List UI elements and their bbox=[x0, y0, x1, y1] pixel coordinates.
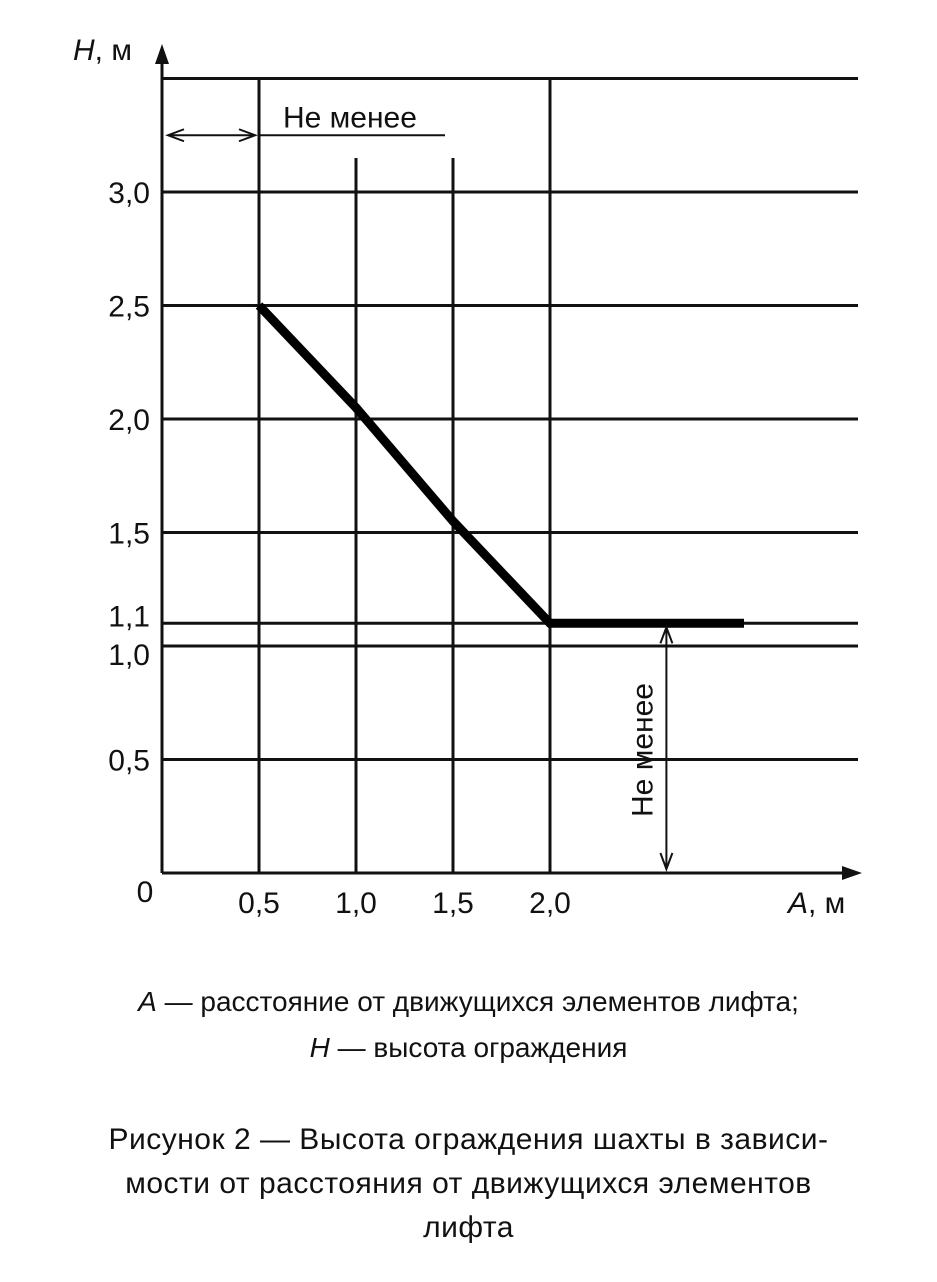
x-tick-label: 1,5 bbox=[432, 887, 474, 920]
figure-caption bbox=[20, 1118, 917, 1250]
caption-line-2: мости от расстояния от движущихся элементов bbox=[125, 1167, 812, 1200]
x-tick-label: 1,0 bbox=[335, 887, 377, 920]
y-tick-label: 0,5 bbox=[108, 744, 150, 778]
tick-labels bbox=[108, 177, 571, 920]
axes bbox=[155, 44, 862, 880]
legend-line-2 bbox=[0, 1028, 937, 1068]
series bbox=[259, 306, 744, 624]
legend-symbol-h: H bbox=[309, 1032, 330, 1063]
legend-text-h: — высота ограждения bbox=[329, 1032, 628, 1063]
y-axis-arrow bbox=[155, 44, 169, 64]
legend-line-1 bbox=[0, 982, 937, 1022]
x-axis-title: A, м bbox=[788, 887, 846, 920]
legend-text-a: — расстояние от движущихся элементов лифта; bbox=[156, 986, 799, 1017]
legend-symbol-a: A bbox=[138, 986, 157, 1017]
x-tick-label: 2,0 bbox=[529, 887, 571, 920]
y-tick-label: 2,5 bbox=[108, 290, 150, 324]
x-axis-arrow bbox=[842, 866, 862, 880]
caption-line-3: лифта bbox=[423, 1211, 514, 1244]
series-line bbox=[259, 306, 744, 624]
y-tick-label: 1,5 bbox=[108, 517, 150, 551]
y-tick-label: 1,0 bbox=[108, 639, 150, 672]
y-axis-title: H, м bbox=[73, 34, 132, 67]
y-tick-label: 2,0 bbox=[108, 404, 150, 437]
origin-label: 0 bbox=[136, 876, 154, 909]
y-tick-label: 3,0 bbox=[108, 177, 150, 210]
dimension-label-horizontal: Не менее bbox=[283, 101, 417, 135]
y-tick-label: 1,1 bbox=[108, 600, 150, 634]
gridlines bbox=[162, 79, 858, 874]
dimension-label-vertical: Не менее bbox=[626, 683, 660, 817]
x-tick-label: 0,5 bbox=[238, 887, 280, 920]
caption-line-1: Рисунок 2 — Высота ограждения шахты в зависи- bbox=[108, 1123, 829, 1156]
